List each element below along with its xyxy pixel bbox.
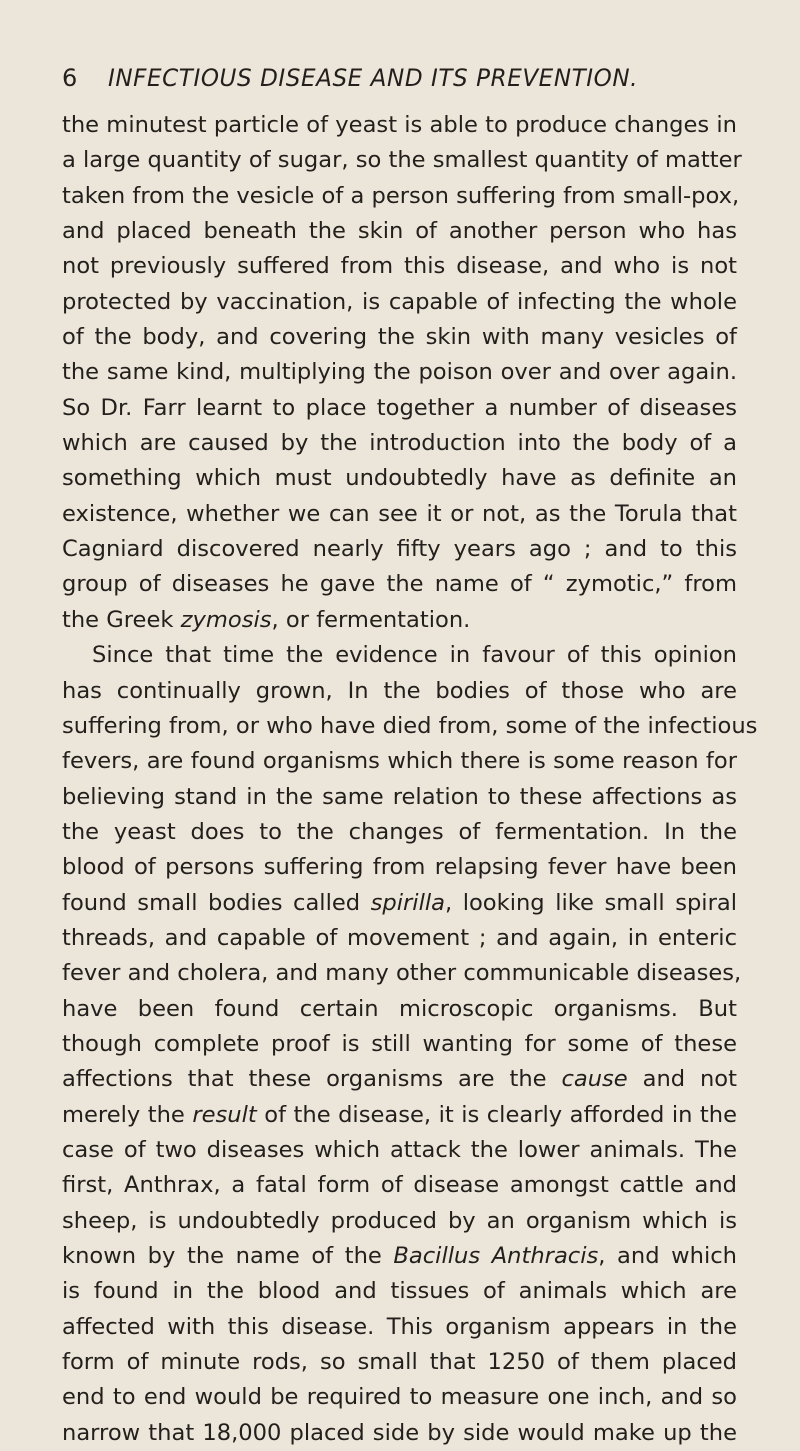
text-line: a large quantity of sugar, so the smallest quantity of matter (62, 147, 742, 174)
running-head: INFECTIOUS DISEASE AND ITS PREVENTION. (108, 64, 639, 92)
text-line (62, 603, 737, 638)
text-line: believing stand in the same relation to these affections as (62, 783, 737, 810)
text-line: which are caused by the introduction into the body of a (62, 430, 737, 457)
text-line (62, 1062, 737, 1097)
text-line: has continually grown, In the bodies of those who are (62, 677, 737, 704)
text-line: existence, whether we can see it or not, as the Torula that (62, 500, 737, 527)
text-segment: merely the (62, 1101, 193, 1128)
text-line: though complete proof is still wanting for some of these (62, 1030, 737, 1057)
text-line: is found in the blood and tissues of animals which are (62, 1278, 737, 1305)
text-line: the same kind, multiplying the poison over and over again. (62, 359, 737, 386)
italic-term: Bacillus Anthracis (393, 1243, 599, 1269)
text-segment: and not (627, 1066, 737, 1093)
text-line: something which must undoubtedly have as definite an (62, 465, 737, 492)
page-number: 6 (62, 64, 78, 92)
body-text (62, 108, 758, 1451)
text-segment: of the disease, it is clearly afforded in the (256, 1101, 737, 1128)
text-line: form of minute rods, so small that 1250 of them placed (62, 1349, 737, 1376)
text-line: narrow that 18,000 placed side by side would make up the (62, 1419, 737, 1446)
text-line: not previously suffered from this disease, and who is not (62, 253, 737, 280)
text-segment: known by the name of the (62, 1243, 394, 1269)
text-segment: the Greek (62, 606, 181, 633)
text-line: taken from the vesicle of a person suffering from small-pox, (62, 182, 740, 209)
text-line: case of two diseases which attack the lower animals. The (62, 1136, 737, 1163)
text-line: first, Anthrax, a fatal form of disease amongst cattle and (62, 1172, 737, 1199)
italic-term: zymosis (180, 606, 272, 633)
text-line: of the body, and covering the skin with many vesicles of (62, 324, 737, 351)
text-line: blood of persons suffering from relapsing fever have been (62, 854, 737, 881)
text-line: protected by vaccination, is capable of infecting the whole (62, 288, 737, 315)
text-line: and placed beneath the skin of another person who has (62, 218, 737, 245)
italic-term: spirilla (370, 889, 445, 916)
text-segment: affections that these organisms are the (62, 1066, 562, 1093)
page-header (62, 58, 742, 98)
text-line: group of diseases he gave the name of “ zymotic,” from (62, 571, 737, 598)
text-line: fevers, are found organisms which there is some reason for (62, 748, 737, 775)
text-segment: , or fermentation. (271, 606, 471, 633)
text-line (62, 1239, 737, 1274)
text-line: threads, and capable of movement ; and again, in enteric (62, 924, 737, 951)
text-segment: , and which (598, 1243, 737, 1269)
text-line: Cagniard discovered nearly fifty years ago ; and to this (62, 536, 737, 563)
text-line: have been found certain microscopic organisms. But (62, 995, 737, 1022)
text-line: the yeast does to the changes of fermentation. In the (62, 818, 737, 845)
text-line: So Dr. Farr learnt to place together a number of diseases (62, 394, 737, 421)
text-segment: found small bodies called (62, 889, 371, 916)
italic-term: result (192, 1101, 257, 1128)
text-line: Since that time the evidence in favour of this opinion (92, 642, 737, 669)
text-line: end to end would be required to measure one inch, and so (62, 1384, 737, 1411)
text-line: sheep, is undoubtedly produced by an organism which is (62, 1207, 737, 1234)
text-line: suffering from, or who have died from, some of the infectious (62, 712, 758, 739)
italic-term: cause (561, 1066, 628, 1093)
text-line (62, 886, 737, 921)
text-line: fever and cholera, and many other communicable diseases, (62, 960, 742, 987)
text-line: the minutest particle of yeast is able to produce changes in (62, 112, 737, 138)
text-segment: , looking like small spiral (444, 889, 737, 916)
text-line: affected with this disease. This organism appears in the (62, 1313, 737, 1340)
text-line (62, 1098, 737, 1133)
